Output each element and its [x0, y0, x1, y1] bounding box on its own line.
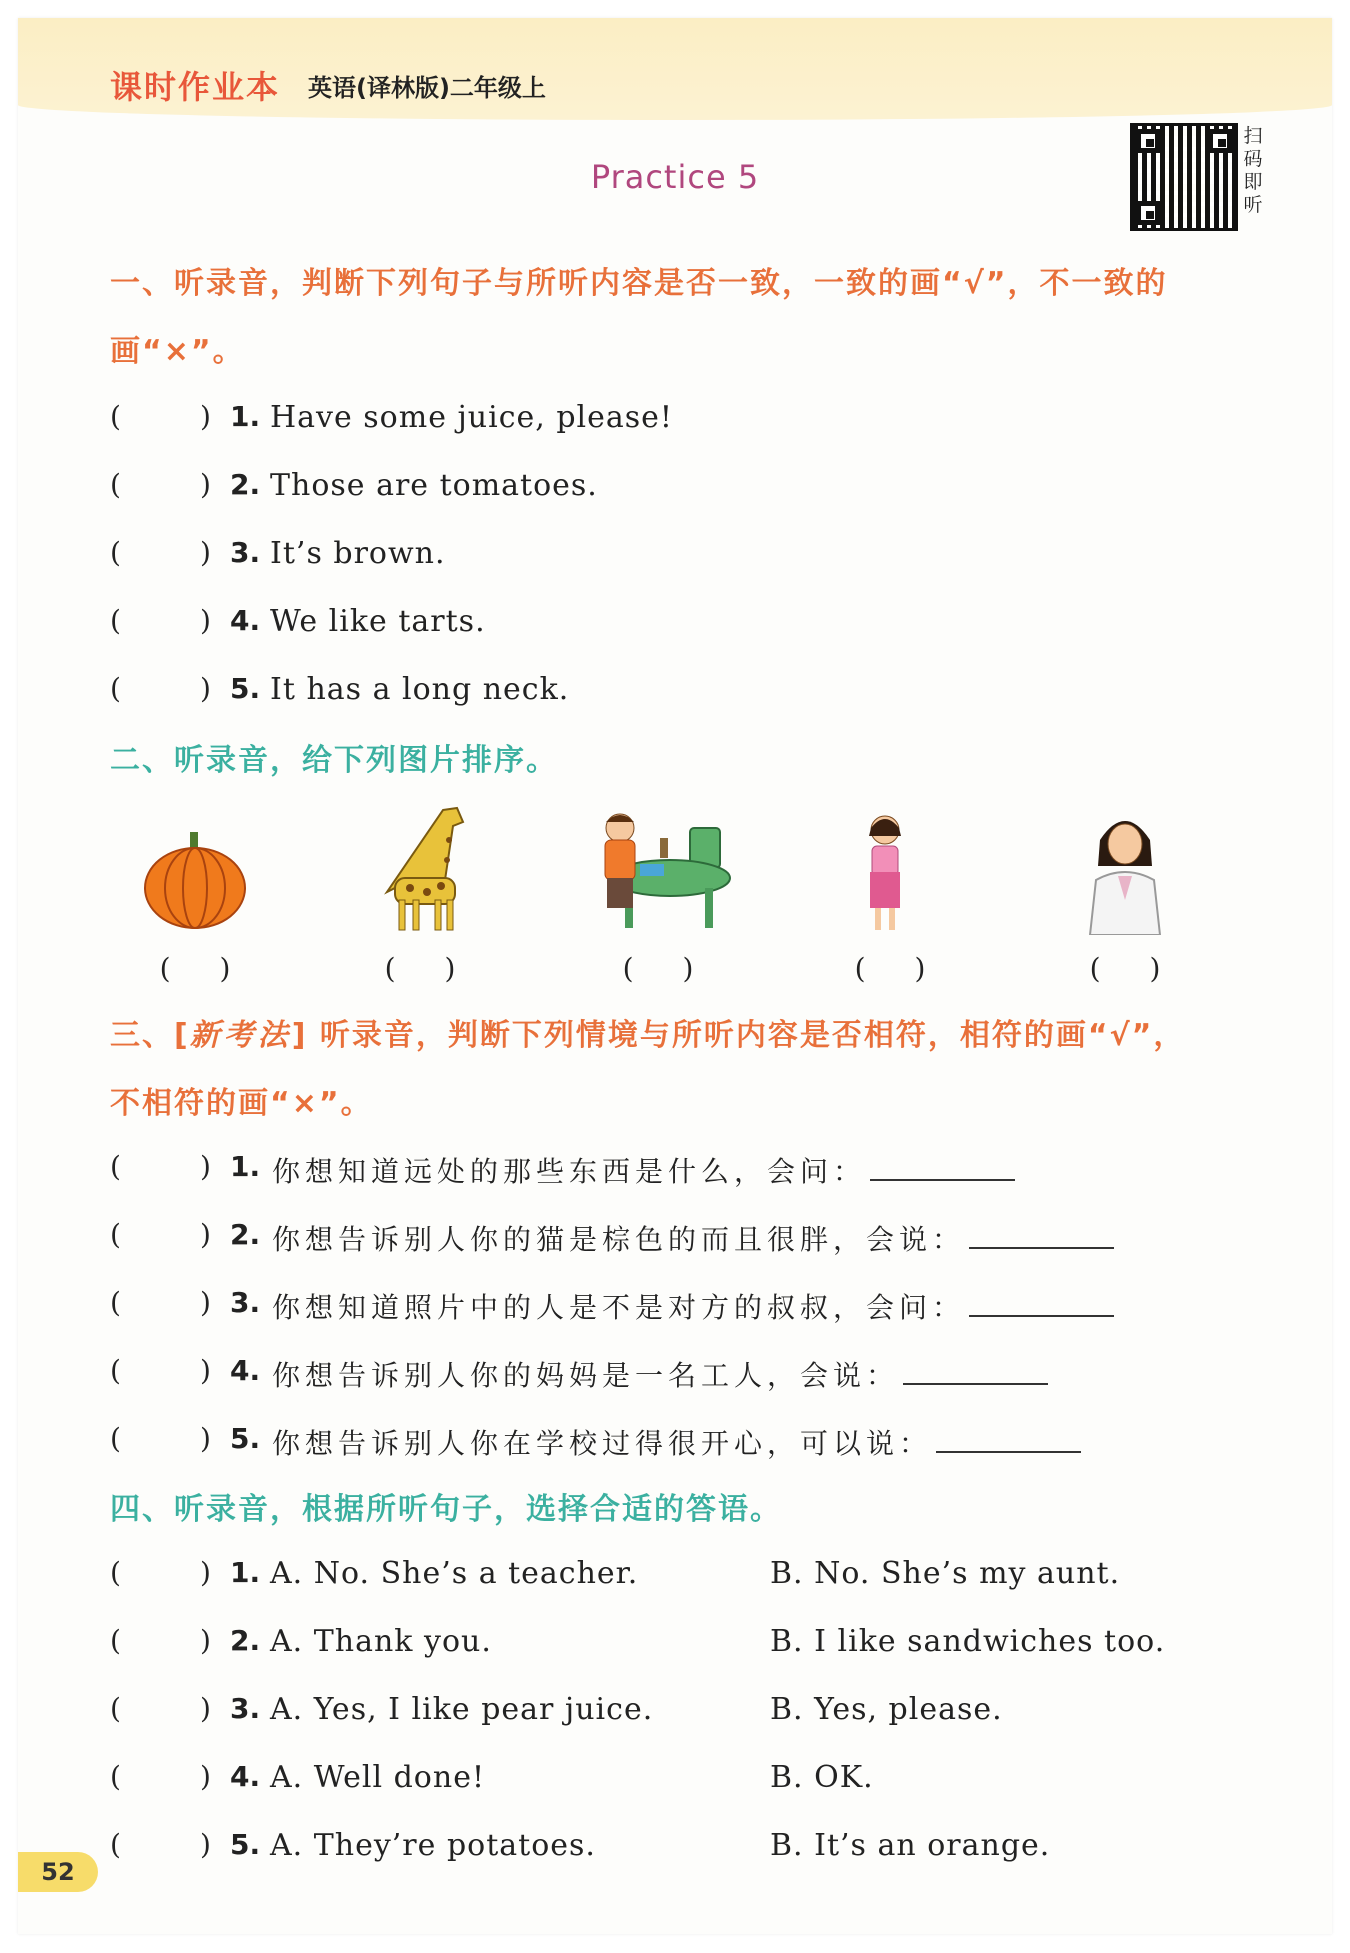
answer-line[interactable]	[903, 1355, 1048, 1385]
answer-blank[interactable]: ( )	[1089, 952, 1161, 985]
new-test-tag: 新考法	[189, 1018, 292, 1053]
section1-heading: 一、听录音，判断下列句子与所听内容是否一致，一致的画“√”，不一致的 画“×”。	[110, 266, 1168, 369]
page-number: 52	[18, 1852, 98, 1892]
picture-row	[0, 790, 1350, 1000]
answer-blank[interactable]: ( )	[159, 952, 231, 985]
section4-heading: 四、听录音，根据所听句子，选择合适的答语。	[110, 1492, 782, 1527]
answer-line[interactable]	[969, 1287, 1114, 1317]
page-title: Practice 5	[590, 158, 760, 196]
boy-cleaning-table-icon	[585, 808, 735, 933]
pumpkin-icon	[140, 830, 250, 930]
answer-blank[interactable]: ( )	[384, 952, 456, 985]
girl-icon	[855, 810, 915, 935]
answer-line[interactable]	[969, 1219, 1114, 1249]
answer-blank[interactable]: ( )	[854, 952, 926, 985]
book-title: 英语(译林版)二年级上	[308, 74, 546, 102]
section3-heading: 三、[新考法] 听录音，判断下列情境与所听内容是否相符，相符的画“√”， 不相符的画“×”。	[110, 1018, 1186, 1121]
qr-label: 扫 码 即 听	[1243, 125, 1263, 216]
answer-line[interactable]	[870, 1151, 1015, 1181]
answer-blank[interactable]: ( )	[622, 952, 694, 985]
doctor-icon	[1080, 810, 1170, 935]
qr-code-icon[interactable]	[1130, 123, 1238, 231]
answer-line[interactable]	[936, 1423, 1081, 1453]
giraffe-icon	[365, 800, 475, 935]
section2-heading: 二、听录音，给下列图片排序。	[110, 743, 558, 778]
series-title: 课时作业本	[110, 68, 281, 106]
